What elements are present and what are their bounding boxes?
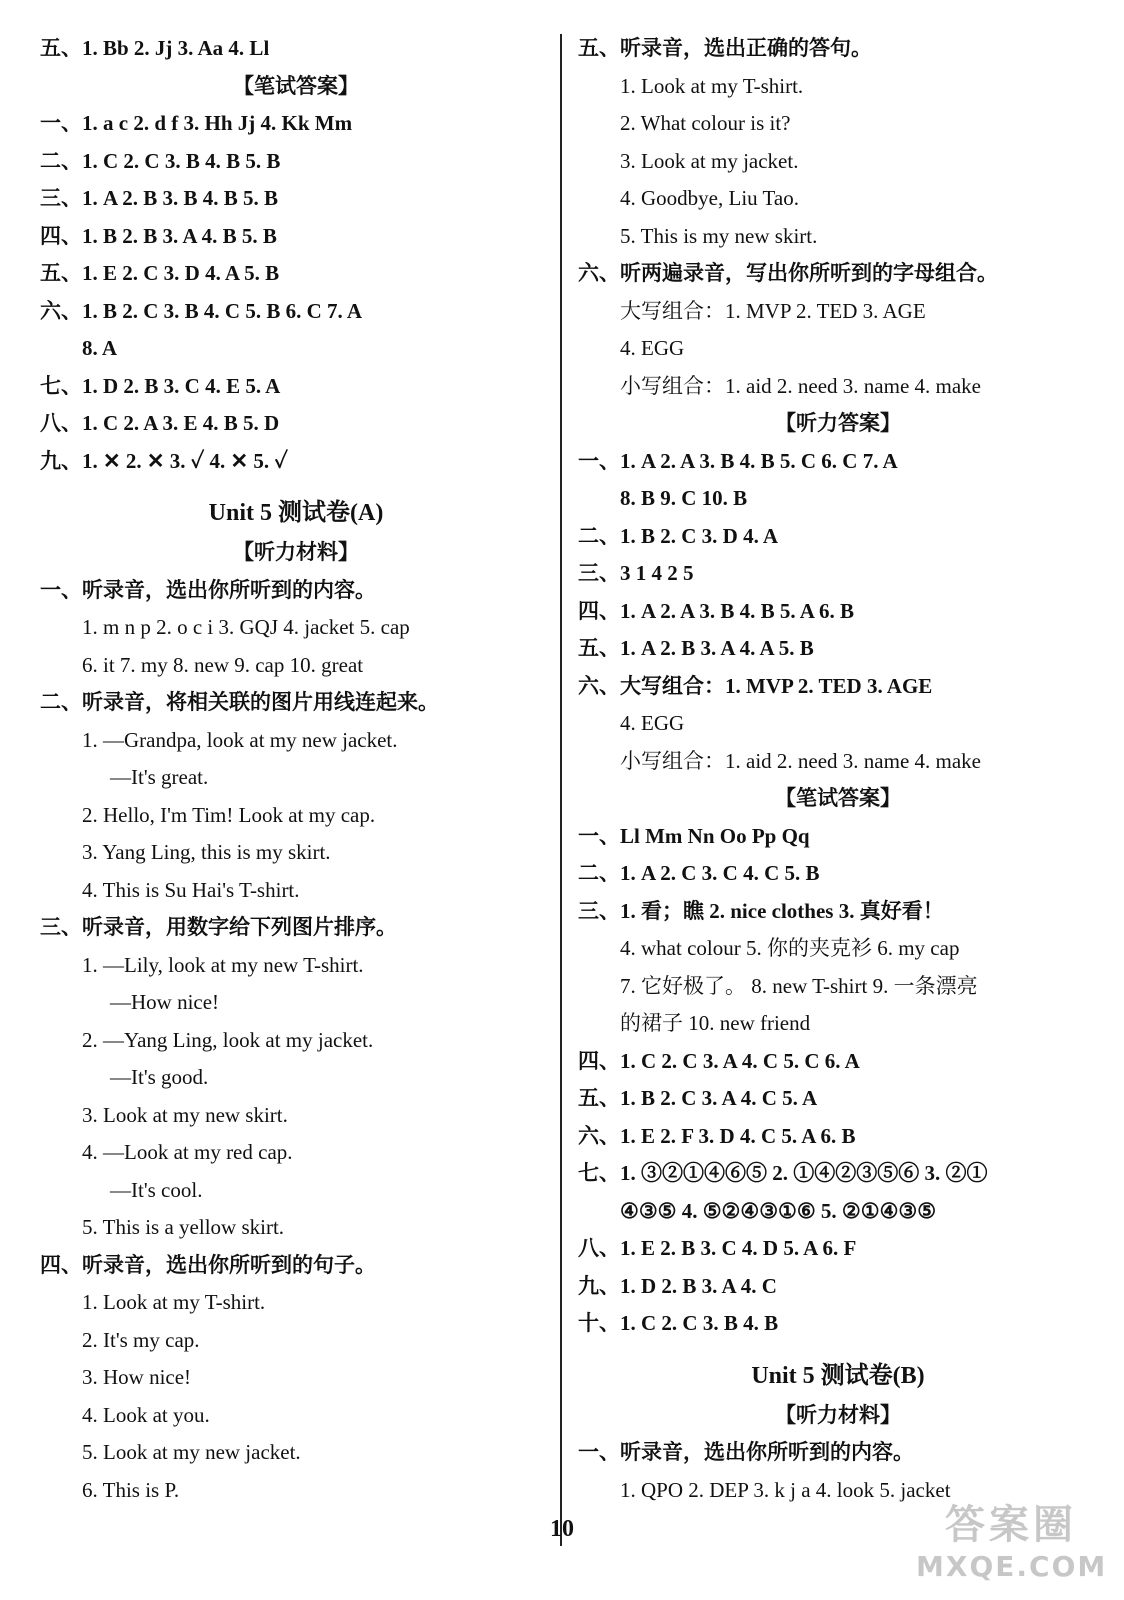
answer-line: 四、听录音，选出你所听到的句子。: [40, 1252, 376, 1277]
page-number: 10: [550, 1516, 574, 1542]
item-line: 6. it 7. my 8. new 9. cap 10. great: [82, 652, 364, 677]
item-line: 2. It's my cap.: [82, 1327, 200, 1352]
answer-line: 四、1. A 2. A 3. B 4. B 5. A 6. B: [578, 598, 854, 623]
answer-line: 五、1. B 2. C 3. A 4. C 5. A: [578, 1086, 818, 1110]
item-line: 5. This is my new skirt.: [620, 223, 818, 248]
watermark-logo-text: 答案圈: [945, 1502, 1077, 1548]
item-line: —It's great.: [110, 765, 209, 789]
item-line: ④③⑤ 4. ⑤②④③①⑥ 5. ②①④③⑤: [620, 1198, 937, 1223]
answer-line: 七、1. ③②①④⑥⑤ 2. ①④②③⑤⑥ 3. ②①: [578, 1161, 988, 1185]
answer-line: 七、1. D 2. B 3. C 4. E 5. A: [40, 373, 281, 398]
item-line: 3. Look at my jacket.: [620, 148, 799, 173]
item-line: 3. How nice!: [82, 1365, 192, 1389]
item-line: 5. Look at my new jacket.: [82, 1440, 301, 1464]
answer-line: 一、听录音，选出你所听到的内容。: [578, 1440, 914, 1464]
item-line: 2. What colour is it?: [620, 111, 791, 135]
section-heading: 【笔试答案】: [775, 786, 901, 810]
item-line: 4. EGG: [620, 711, 685, 735]
answer-line: 六、听两遍录音，写出你所听到的字母组合。: [578, 261, 998, 285]
answer-line: 一、Ll Mm Nn Oo Pp Qq: [578, 823, 810, 848]
column-divider: [560, 34, 562, 1546]
section-heading: 【笔试答案】: [233, 73, 359, 98]
answer-line: 三、3 1 4 2 5: [578, 561, 694, 585]
answer-line: 三、1. 看；瞧 2. nice clothes 3. 真好看！: [578, 898, 944, 923]
section-title: Unit 5 测试卷(B): [751, 1362, 925, 1389]
answer-line: 八、1. C 2. A 3. E 4. B 5. D: [40, 411, 280, 435]
item-line: 1. Look at my T-shirt.: [82, 1290, 266, 1314]
item-line: 4. This is Su Hai's T-shirt.: [82, 877, 300, 902]
item-line: 4. what colour 5. 你的夹克衫 6. my cap: [620, 936, 960, 960]
answer-line: 三、1. A 2. B 3. B 4. B 5. B: [40, 186, 279, 210]
answer-line: 八、1. E 2. B 3. C 4. D 5. A 6. F: [578, 1236, 857, 1260]
item-line: 1. QPO 2. DEP 3. k j a 4. look 5. jacket: [620, 1477, 951, 1502]
item-line: 2. —Yang Ling, look at my jacket.: [82, 1027, 374, 1052]
item-line: 小写组合：1. aid 2. need 3. name 4. make: [620, 373, 981, 398]
answer-line: 六、1. B 2. C 3. B 4. C 5. B 6. C 7. A: [40, 298, 363, 323]
item-line: 1. —Grandpa, look at my new jacket.: [82, 727, 398, 752]
item-line: 小写组合：1. aid 2. need 3. name 4. make: [620, 748, 981, 773]
item-line: 大写组合：1. MVP 2. TED 3. AGE: [620, 298, 926, 323]
answer-line: 四、1. B 2. B 3. A 4. B 5. B: [40, 223, 277, 248]
answer-line: 九、1. ✕ 2. ✕ 3. ✓ 4. ✕ 5. ✓: [40, 448, 288, 473]
site-watermark: [916, 1500, 1106, 1592]
item-line: 3. Yang Ling, this is my skirt.: [82, 840, 331, 864]
answer-line: 五、听录音，选出正确的答句。: [578, 36, 872, 60]
item-line: —It's good.: [110, 1065, 209, 1089]
answer-line: 五、1. A 2. B 3. A 4. A 5. B: [578, 636, 814, 660]
item-line: 4. —Look at my red cap.: [82, 1140, 293, 1164]
item-line: 4. EGG: [620, 336, 685, 360]
item-line: 2. Hello, I'm Tim! Look at my cap.: [82, 802, 376, 827]
answer-line: 四、1. C 2. C 3. A 4. C 5. C 6. A: [578, 1048, 860, 1073]
answer-line: 一、1. a c 2. d f 3. Hh Jj 4. Kk Mm: [40, 111, 353, 135]
item-line: 3. Look at my new skirt.: [82, 1102, 288, 1127]
answer-line: 二、1. A 2. C 3. C 4. C 5. B: [578, 861, 820, 885]
item-line: 8. A: [82, 336, 118, 360]
item-line: 的裙子 10. new friend: [620, 1011, 811, 1035]
answer-line: 十、1. C 2. C 3. B 4. B: [578, 1311, 779, 1335]
answer-line: 五、1. E 2. C 3. D 4. A 5. B: [40, 261, 280, 285]
answer-line: 六、1. E 2. F 3. D 4. C 5. A 6. B: [578, 1123, 856, 1148]
item-line: 4. Goodbye, Liu Tao.: [620, 186, 799, 210]
right-column: [578, 30, 1098, 1509]
item-line: 1. m n p 2. o c i 3. GQJ 4. jacket 5. cap: [82, 615, 410, 639]
item-line: 7. 它好极了。 8. new T-shirt 9. 一条漂亮: [620, 973, 978, 998]
answer-line: 六、大写组合：1. MVP 2. TED 3. AGE: [578, 673, 933, 698]
item-line: 5. This is a yellow skirt.: [82, 1215, 285, 1239]
section-heading: 【听力答案】: [775, 411, 901, 435]
item-line: 8. B 9. C 10. B: [620, 486, 748, 510]
answer-line: 一、听录音，选出你所听到的内容。: [40, 577, 376, 602]
item-line: 4. Look at you.: [82, 1402, 210, 1427]
item-line: 6. This is P.: [82, 1477, 180, 1502]
watermark-url: MXQE.COM: [916, 1550, 1108, 1583]
left-column: [40, 30, 552, 1509]
answer-line: 二、听录音，将相关联的图片用线连起来。: [40, 690, 439, 714]
item-line: 1. Look at my T-shirt.: [620, 73, 804, 98]
answer-line: 二、1. B 2. C 3. D 4. A: [578, 523, 779, 548]
item-line: —It's cool.: [110, 1177, 203, 1202]
item-line: 1. —Lily, look at my new T-shirt.: [82, 952, 364, 977]
section-title: 【听力材料】: [233, 540, 359, 564]
answer-line: 九、1. D 2. B 3. A 4. C: [578, 1273, 777, 1298]
answer-line: 五、1. Bb 2. Jj 3. Aa 4. Ll: [40, 36, 270, 60]
section-title: 【听力材料】: [775, 1402, 901, 1427]
section-title: Unit 5 测试卷(A): [208, 500, 384, 526]
answer-line: 二、1. C 2. C 3. B 4. B 5. B: [40, 148, 281, 173]
answer-line: 三、听录音，用数字给下列图片排序。: [40, 915, 397, 939]
answer-line: 一、1. A 2. A 3. B 4. B 5. C 6. C 7. A: [578, 448, 898, 473]
item-line: —How nice!: [110, 990, 220, 1014]
